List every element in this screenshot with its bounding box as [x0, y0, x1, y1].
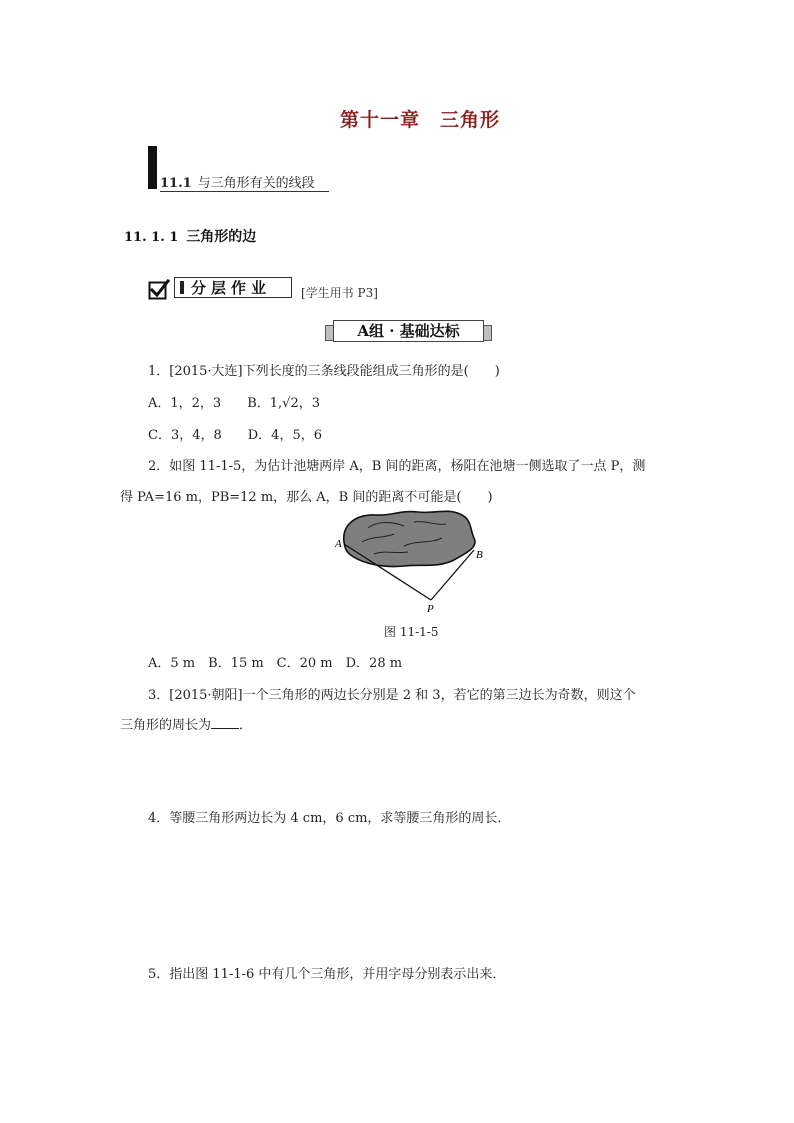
question-2-stem-line-1: 2．如图 11-1-5，为估计池塘两岸 A，B 间的距离，杨阳在池塘一侧选取了一点 P，测	[148, 459, 646, 474]
question-3-stem-end: ．	[239, 718, 253, 733]
student-book-reference: [学生用书 P3]	[301, 286, 378, 300]
pond-shape	[344, 511, 475, 566]
question-4-stem: 4．等腰三角形两边长为 4 cm，6 cm，求等腰三角形的周长．	[148, 811, 511, 826]
question-1-options-row-1: A．1，2，3 B．1,√2，3	[148, 396, 320, 411]
pond-figure	[334, 506, 494, 614]
layered-work-label: 分层作业	[191, 279, 272, 297]
label-point-b: B	[476, 549, 483, 561]
answer-blank[interactable]	[211, 716, 239, 729]
badge-bar	[180, 281, 184, 294]
question-3-stem-line-2	[120, 714, 252, 733]
subsection-number: 11. 1. 1	[124, 230, 179, 245]
section-title: 与三角形有关的线段	[197, 176, 315, 191]
question-2-stem-line-2: 得 PA=16 m，PB=12 m，那么 A，B 间的距离不可能是( )	[120, 490, 493, 505]
subsection-title: 三角形的边	[186, 229, 257, 245]
question-3-stem-text: 三角形的周长为	[120, 718, 212, 733]
figure-caption: 图 11-1-5	[384, 625, 439, 639]
group-band	[325, 320, 492, 343]
question-1-options-row-2: C．3，4，8 D．4，5，6	[148, 428, 322, 443]
subsection-heading	[124, 226, 256, 246]
label-point-a: A	[335, 538, 342, 550]
chapter-title: 第十一章 三角形	[340, 109, 501, 131]
group-label: A组 · 基础达标	[333, 320, 484, 342]
checkbox-checked-icon	[148, 279, 170, 301]
question-2-options: A．5 m B．15 m C．20 m D．28 m	[148, 656, 403, 671]
layered-work-badge	[174, 277, 292, 298]
question-3-stem-line-1: 3．[2015·朝阳]一个三角形的两边长分别是 2 和 3，若它的第三边长为奇数，则这个	[148, 688, 636, 703]
question-5-stem: 5．指出图 11-1-6 中有几个三角形，并用字母分别表示出来．	[148, 967, 506, 982]
question-1-stem: 1．[2015·大连]下列长度的三条线段能组成三角形的是( )	[148, 364, 500, 379]
label-point-p: P	[427, 603, 434, 614]
section-bar	[148, 146, 157, 189]
section-heading	[160, 176, 329, 192]
section-number: 11.1	[160, 176, 192, 191]
